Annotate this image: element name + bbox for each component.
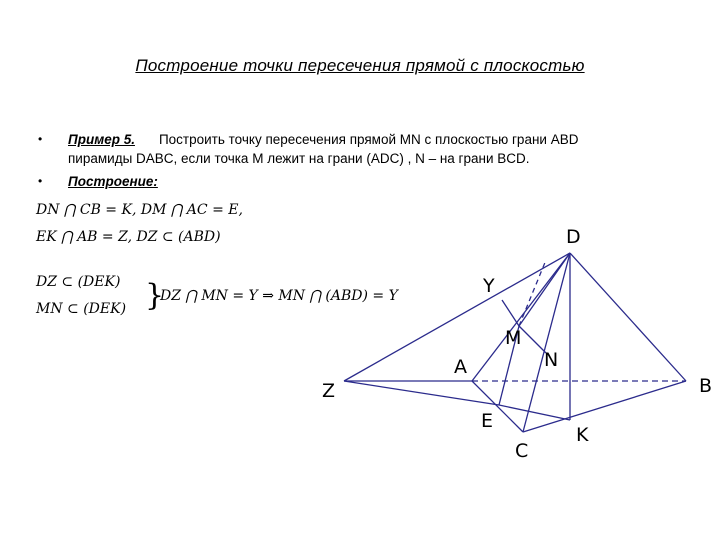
formula-line2: EK ⋂ AB = Z, DZ ⊂ (ABD) bbox=[36, 229, 221, 245]
formula-conclusion: DZ ⋂ MN = Y ⇒ MN ⋂ (ABD) = Y bbox=[160, 288, 398, 304]
edge-YM bbox=[502, 300, 519, 326]
formula-line3: DZ ⊂ (DEK) bbox=[36, 274, 121, 290]
bullet-marker: • bbox=[38, 174, 43, 188]
label-Z: Z bbox=[322, 380, 336, 402]
edge-DC bbox=[523, 253, 570, 432]
bullet-marker: • bbox=[38, 132, 43, 146]
edge-AC bbox=[472, 381, 523, 432]
label-A: A bbox=[454, 356, 467, 378]
example-line1: Построить точку пересечения прямой MN с плоскостью грани ABD bbox=[158, 132, 579, 147]
label-M: M bbox=[505, 327, 522, 349]
page-title: Построение точки пересечения прямой с плоскостью bbox=[135, 56, 585, 75]
label-E: E bbox=[481, 410, 494, 432]
formula-line4: MN ⊂ (DEK) bbox=[36, 301, 127, 317]
formula-line1: DN ⋂ CB = K, DM ⋂ AC = E, bbox=[36, 202, 243, 218]
edge-MN bbox=[519, 326, 546, 353]
label-K: K bbox=[576, 424, 589, 446]
label-C: C bbox=[515, 440, 529, 462]
label-D: D bbox=[566, 226, 581, 248]
brace-symbol: } bbox=[145, 278, 165, 313]
label-Y: Y bbox=[483, 275, 495, 297]
edge-DB bbox=[570, 253, 686, 381]
example-line2: пирамиды DABC, если точка M лежит на грани (ADC) , N – на грани BCD. bbox=[68, 151, 530, 166]
edge-CB bbox=[523, 381, 686, 432]
label-N: N bbox=[544, 349, 559, 371]
label-B: B bbox=[699, 375, 713, 397]
construction-label: Построение: bbox=[68, 174, 158, 189]
example-label: Пример 5. bbox=[68, 132, 135, 147]
